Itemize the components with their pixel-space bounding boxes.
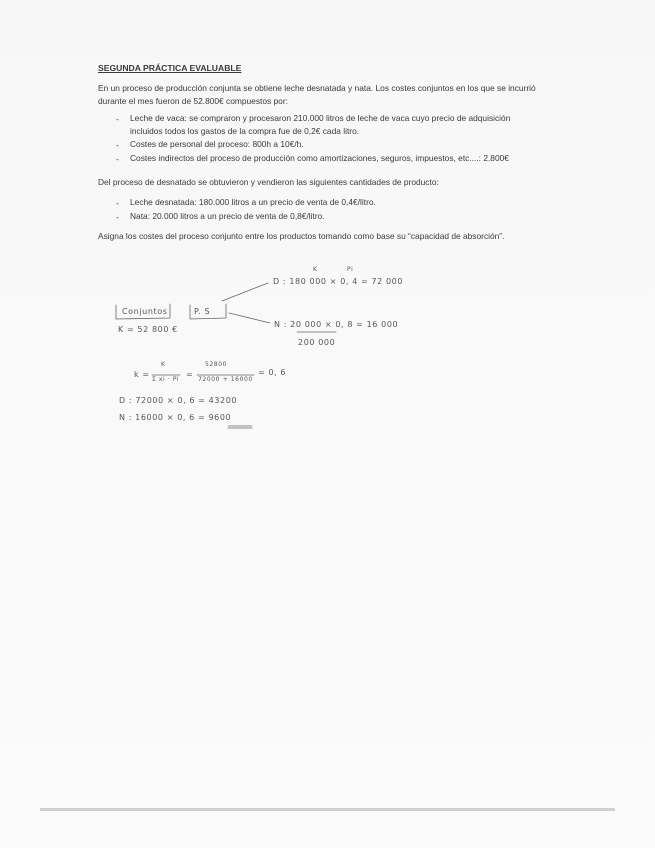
cost-item-3: Costes indirectos del proceso de producción como amortizaciones, seguros, impuestos, etc....: 2.800€ [130, 153, 509, 163]
product-item-2: Nata: 20.000 litros a un precio de venta de 0,8€/litro. [130, 211, 325, 221]
hand-k-value: K = 52 800 € [118, 325, 178, 334]
hand-line-n: N : 20 000 × 0, 8 = 16 000 [274, 320, 399, 329]
hand-formula-eq: = [186, 370, 194, 379]
hand-formula-result: = 0, 6 [258, 368, 287, 377]
page-bottom-edge [40, 808, 615, 811]
intro-line-1: En un proceso de producción conjunta se obtiene leche desnatada y nata. Los costes conjuntos en los que se incurrió [98, 83, 536, 93]
hand-calc-d: D : 72000 × 0, 6 = 43200 [119, 396, 238, 405]
hand-conjuntos: Conjuntos [122, 307, 168, 316]
hand-formula-lhs: k = [134, 370, 150, 379]
question-text: Asigna los costes del proceso conjunto entre los productos tomando como base su “capacidad de absorción”. [98, 231, 505, 241]
hand-calc-n: N : 16000 × 0, 6 = 9600 [119, 413, 232, 422]
cost-item-1-line-2: incluidos todos los gastos de la compra fue de 0,2€ cada litro. [130, 126, 360, 136]
products-intro: Del proceso de desnatado se obtuvieron y vendieron las siguientes cantidades de producto: [98, 177, 439, 187]
hand-formula-num2: 52800 [205, 361, 228, 368]
intro-line-2: durante el mes fueron de 52.800€ compuestos por: [98, 96, 288, 106]
hand-ps: P. S [194, 307, 211, 316]
hand-label-k: K [313, 266, 318, 273]
conjuntos-box [116, 304, 170, 319]
bullet-dash: - [116, 198, 119, 208]
hand-total: 200 000 [298, 338, 336, 347]
hand-formula-den: Σ xi · Pi [152, 376, 180, 383]
branch-line-d [222, 283, 268, 301]
bullet-dash: - [116, 154, 119, 164]
ps-box [190, 304, 226, 319]
hand-formula-num: K [161, 361, 166, 368]
branch-line-n [229, 313, 270, 323]
product-item-1: Leche desnatada: 180.000 litros a un precio de venta de 0,4€/litro. [130, 197, 376, 207]
hand-label-pi: Pi [347, 266, 354, 273]
hand-formula-den2: 72000 + 16000 [198, 376, 253, 383]
bullet-dash: - [116, 140, 119, 150]
cost-item-2: Costes de personal del proceso: 800h a 10€/h. [130, 139, 304, 149]
page-heading: SEGUNDA PRÁCTICA EVALUABLE [98, 63, 242, 73]
bullet-dash: - [116, 114, 119, 124]
underline-9600 [228, 426, 252, 428]
cost-item-1-line-1: Leche de vaca: se compraron y procesaron 210.000 litros de leche de vaca cuyo precio de adquisición [130, 113, 511, 123]
bullet-dash: - [116, 212, 119, 222]
hand-line-d: D : 180 000 × 0, 4 = 72 000 [273, 277, 404, 286]
